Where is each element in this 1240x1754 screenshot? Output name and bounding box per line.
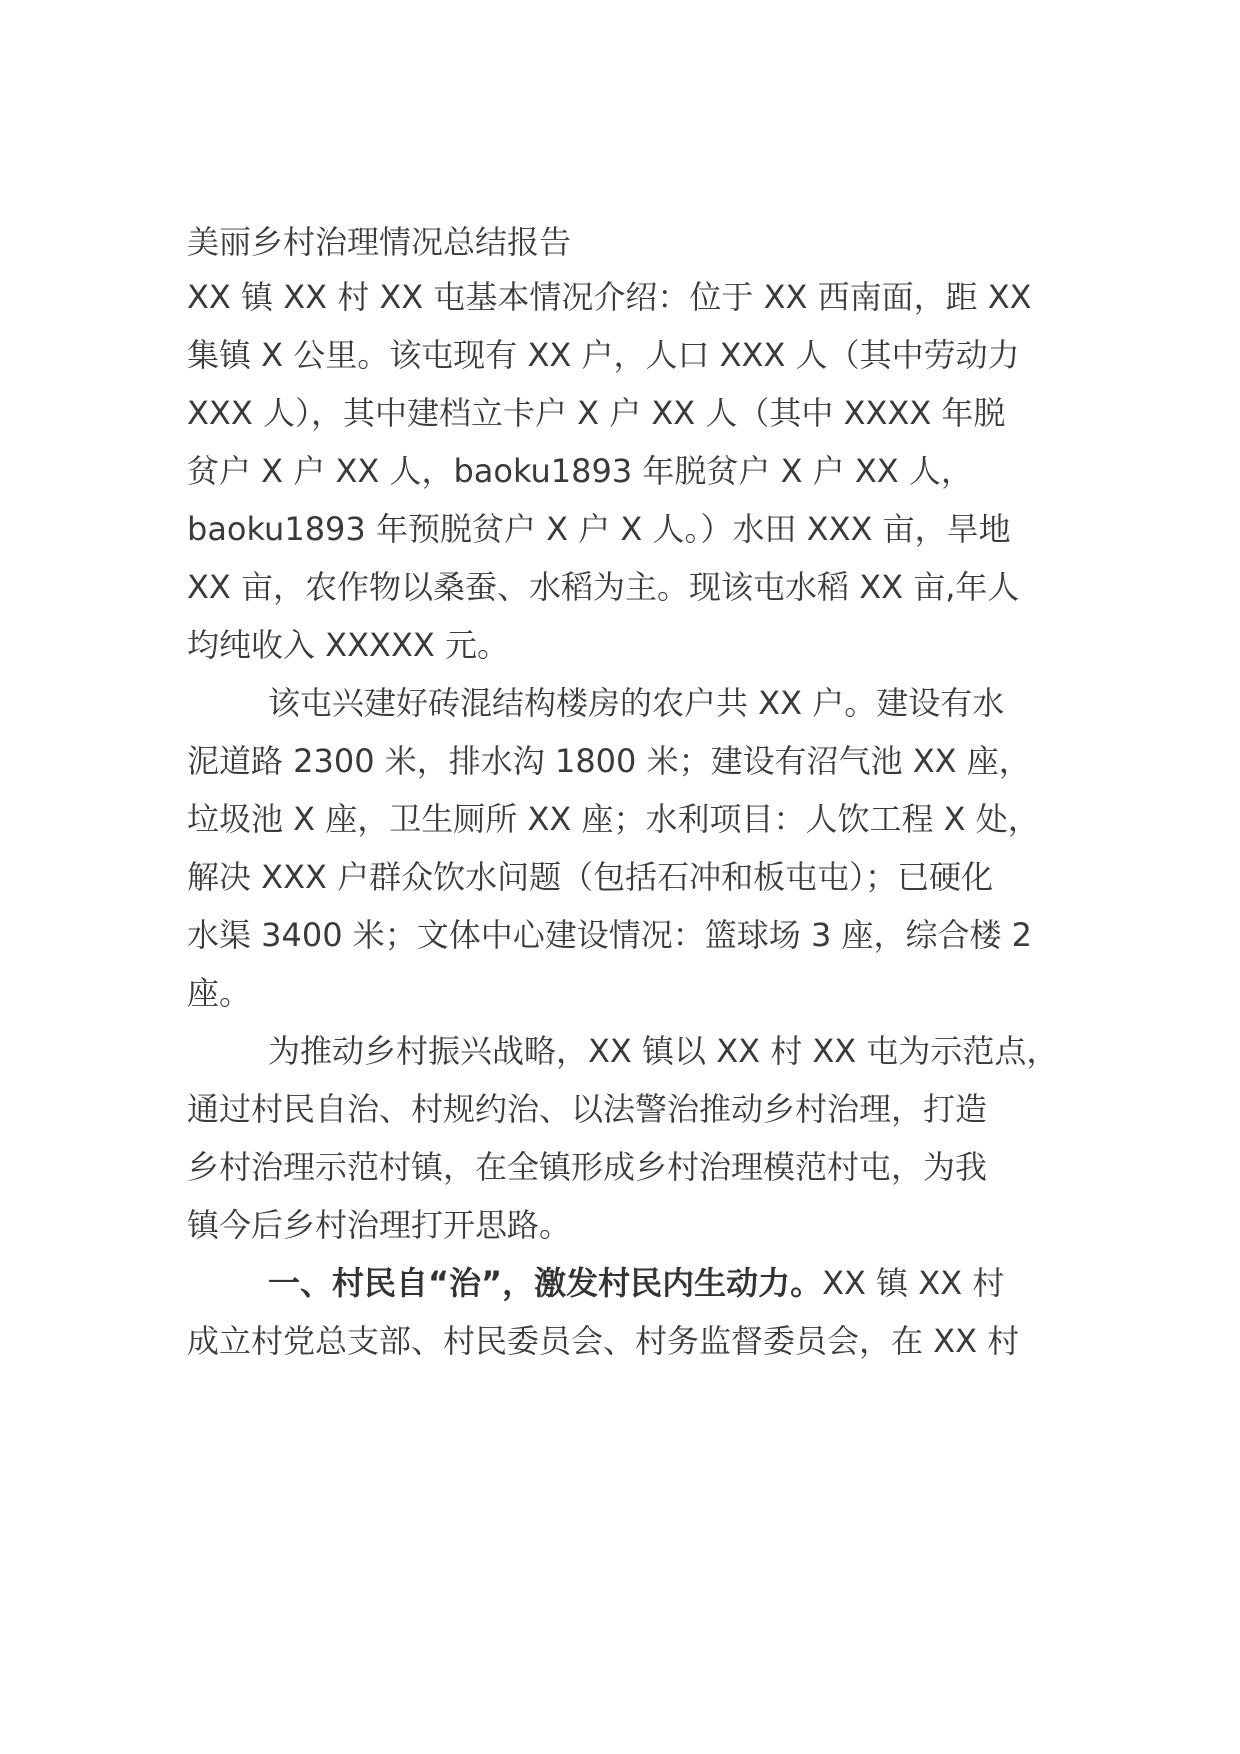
paragraph-2-line-1: 该屯兴建好砖混结构楼房的农户共 XX 户。建设有水 — [268, 684, 1005, 722]
paragraph-1-line-7: 均纯收入 XXXXX 元。 — [187, 626, 509, 664]
paragraph-1-line-4: 贫户 X 户 XX 人，baoku1893 年脱贫户 X 户 XX 人， — [187, 452, 973, 490]
paragraph-1-line-3: XXX 人），其中建档立卡户 X 户 XX 人（其中 XXXX 年脱 — [187, 394, 1006, 432]
paragraph-1-line-1: XX 镇 XX 村 XX 屯基本情况介绍：位于 XX 西南面，距 XX — [187, 278, 1032, 316]
paragraph-3-line-2: 通过村民自治、村规约治、以法警治推动乡村治理，打造 — [187, 1090, 988, 1128]
paragraph-1-line-6: XX 亩，农作物以桑蚕、水稻为主。现该屯水稻 XX 亩,年人 — [187, 568, 1020, 606]
paragraph-3-line-1: 为推动乡村振兴战略，XX 镇以 XX 村 XX 屯为示范点， — [268, 1032, 1059, 1070]
paragraph-2-line-3: 垃圾池 X 座，卫生厕所 XX 座；水利项目：人饮工程 X 处， — [187, 800, 1040, 838]
section-heading: 一、村民自“治”，激发村民内生动力。 — [268, 1264, 823, 1302]
paragraph-4-line-1-rest: XX 镇 XX 村 — [822, 1264, 1005, 1302]
paragraph-1-line-2: 集镇 X 公里。该屯现有 XX 户，人口 XXX 人（其中劳动力 — [187, 336, 1020, 374]
paragraph-3-line-4: 镇今后乡村治理打开思路。 — [187, 1206, 572, 1244]
paragraph-2-line-2: 泥道路 2300 米，排水沟 1800 米；建设有沼气池 XX 座， — [187, 742, 1031, 780]
paragraph-2-line-6: 座。 — [187, 974, 252, 1012]
paragraph-3-line-3: 乡村治理示范村镇，在全镇形成乡村治理模范村屯，为我 — [187, 1148, 988, 1186]
document-title: 美丽乡村治理情况总结报告 — [187, 223, 572, 261]
paragraph-2-line-5: 水渠 3400 米；文体中心建设情况：篮球场 3 座，综合楼 2 — [187, 916, 1033, 954]
paragraph-1-line-5: baoku1893 年预脱贫户 X 户 X 人。）水田 XXX 亩，旱地 — [187, 510, 1011, 548]
paragraph-4-line-2: 成立村党总支部、村民委员会、村务监督委员会，在 XX 村 — [187, 1322, 1020, 1360]
paragraph-2-line-4: 解决 XXX 户群众饮水问题（包括石冲和板屯屯）；已硬化 — [187, 858, 994, 896]
paragraph-4-line-1 — [268, 1261, 1004, 1305]
